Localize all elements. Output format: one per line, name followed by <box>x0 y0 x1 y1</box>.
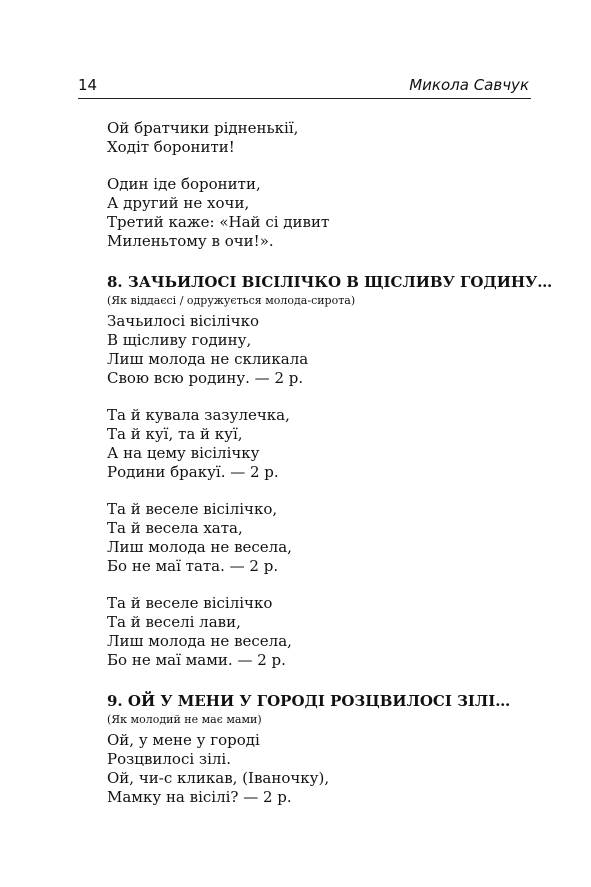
stanza <box>107 500 527 576</box>
stanza <box>107 731 527 807</box>
verse-line: Бо не маї тата. — 2 р. <box>107 557 279 575</box>
verse-line: Та й веселе вісілічко <box>107 594 273 612</box>
verse-line: Миленьтому в очи!». <box>107 232 274 250</box>
verse-line: Свою всю родину. — 2 р. <box>107 369 304 387</box>
song-subtitle: (Як молодий не має мами) <box>107 713 262 726</box>
verse-line: Лиш молода не скликала <box>107 350 309 368</box>
running-head-author: Микола Савчук <box>409 76 529 94</box>
verse-line: Лиш молода не весела, <box>107 632 292 650</box>
intro-stanza <box>107 175 527 251</box>
page-number: 14 <box>78 76 98 94</box>
verse-line: Ой братчики рідненькії, <box>107 119 299 137</box>
verse-line: Один іде боронити, <box>107 175 261 193</box>
stanza <box>107 594 527 670</box>
verse-line: А на цему вісілічку <box>107 444 260 462</box>
verse-line: Та й кувала зазулечка, <box>107 406 290 424</box>
verse-line: Ходіт боронити! <box>107 138 235 156</box>
intro-stanza <box>107 119 527 157</box>
song-title: 8. ЗАЧЬИЛОСІ ВІСІЛІЧКО В ЩІСЛИВУ ГОДИНУ… <box>107 273 553 291</box>
verse-line: Та й куї, та й куї, <box>107 425 243 443</box>
page-header <box>78 74 531 99</box>
verse-line: Та й веселе вісілічко, <box>107 500 278 518</box>
song-title: 9. ОЙ У МЕНИ У ГОРОДІ РОЗЦВИЛОСІ ЗІЛІ… <box>107 692 511 710</box>
verse-line: Третий каже: «Най сі дивит <box>107 213 330 231</box>
verse-line: Та й веселі лави, <box>107 613 241 631</box>
verse-line: Ой, у мене у городі <box>107 731 260 749</box>
verse-line: Розцвилосі зілі. <box>107 750 231 768</box>
verse-line: Мамку на вісілі? — 2 р. <box>107 788 292 806</box>
stanza <box>107 312 527 388</box>
song-subtitle: (Як віддаєсі / одружується молода-сирота) <box>107 294 356 307</box>
song-9 <box>107 690 527 807</box>
page-content <box>107 119 553 825</box>
verse-line: А другий не хочи, <box>107 194 250 212</box>
song-8 <box>107 271 553 670</box>
verse-line: В щісливу годину, <box>107 331 252 349</box>
verse-line: Бо не маї мами. — 2 р. <box>107 651 286 669</box>
verse-line: Та й весела хата, <box>107 519 243 537</box>
verse-line: Зачьилосі вісілічко <box>107 312 259 330</box>
stanza <box>107 406 527 482</box>
verse-line: Лиш молода не весела, <box>107 538 292 556</box>
verse-line: Родини бракуї. — 2 р. <box>107 463 279 481</box>
verse-line: Ой, чи-с кликав, (Іваночку), <box>107 769 330 787</box>
